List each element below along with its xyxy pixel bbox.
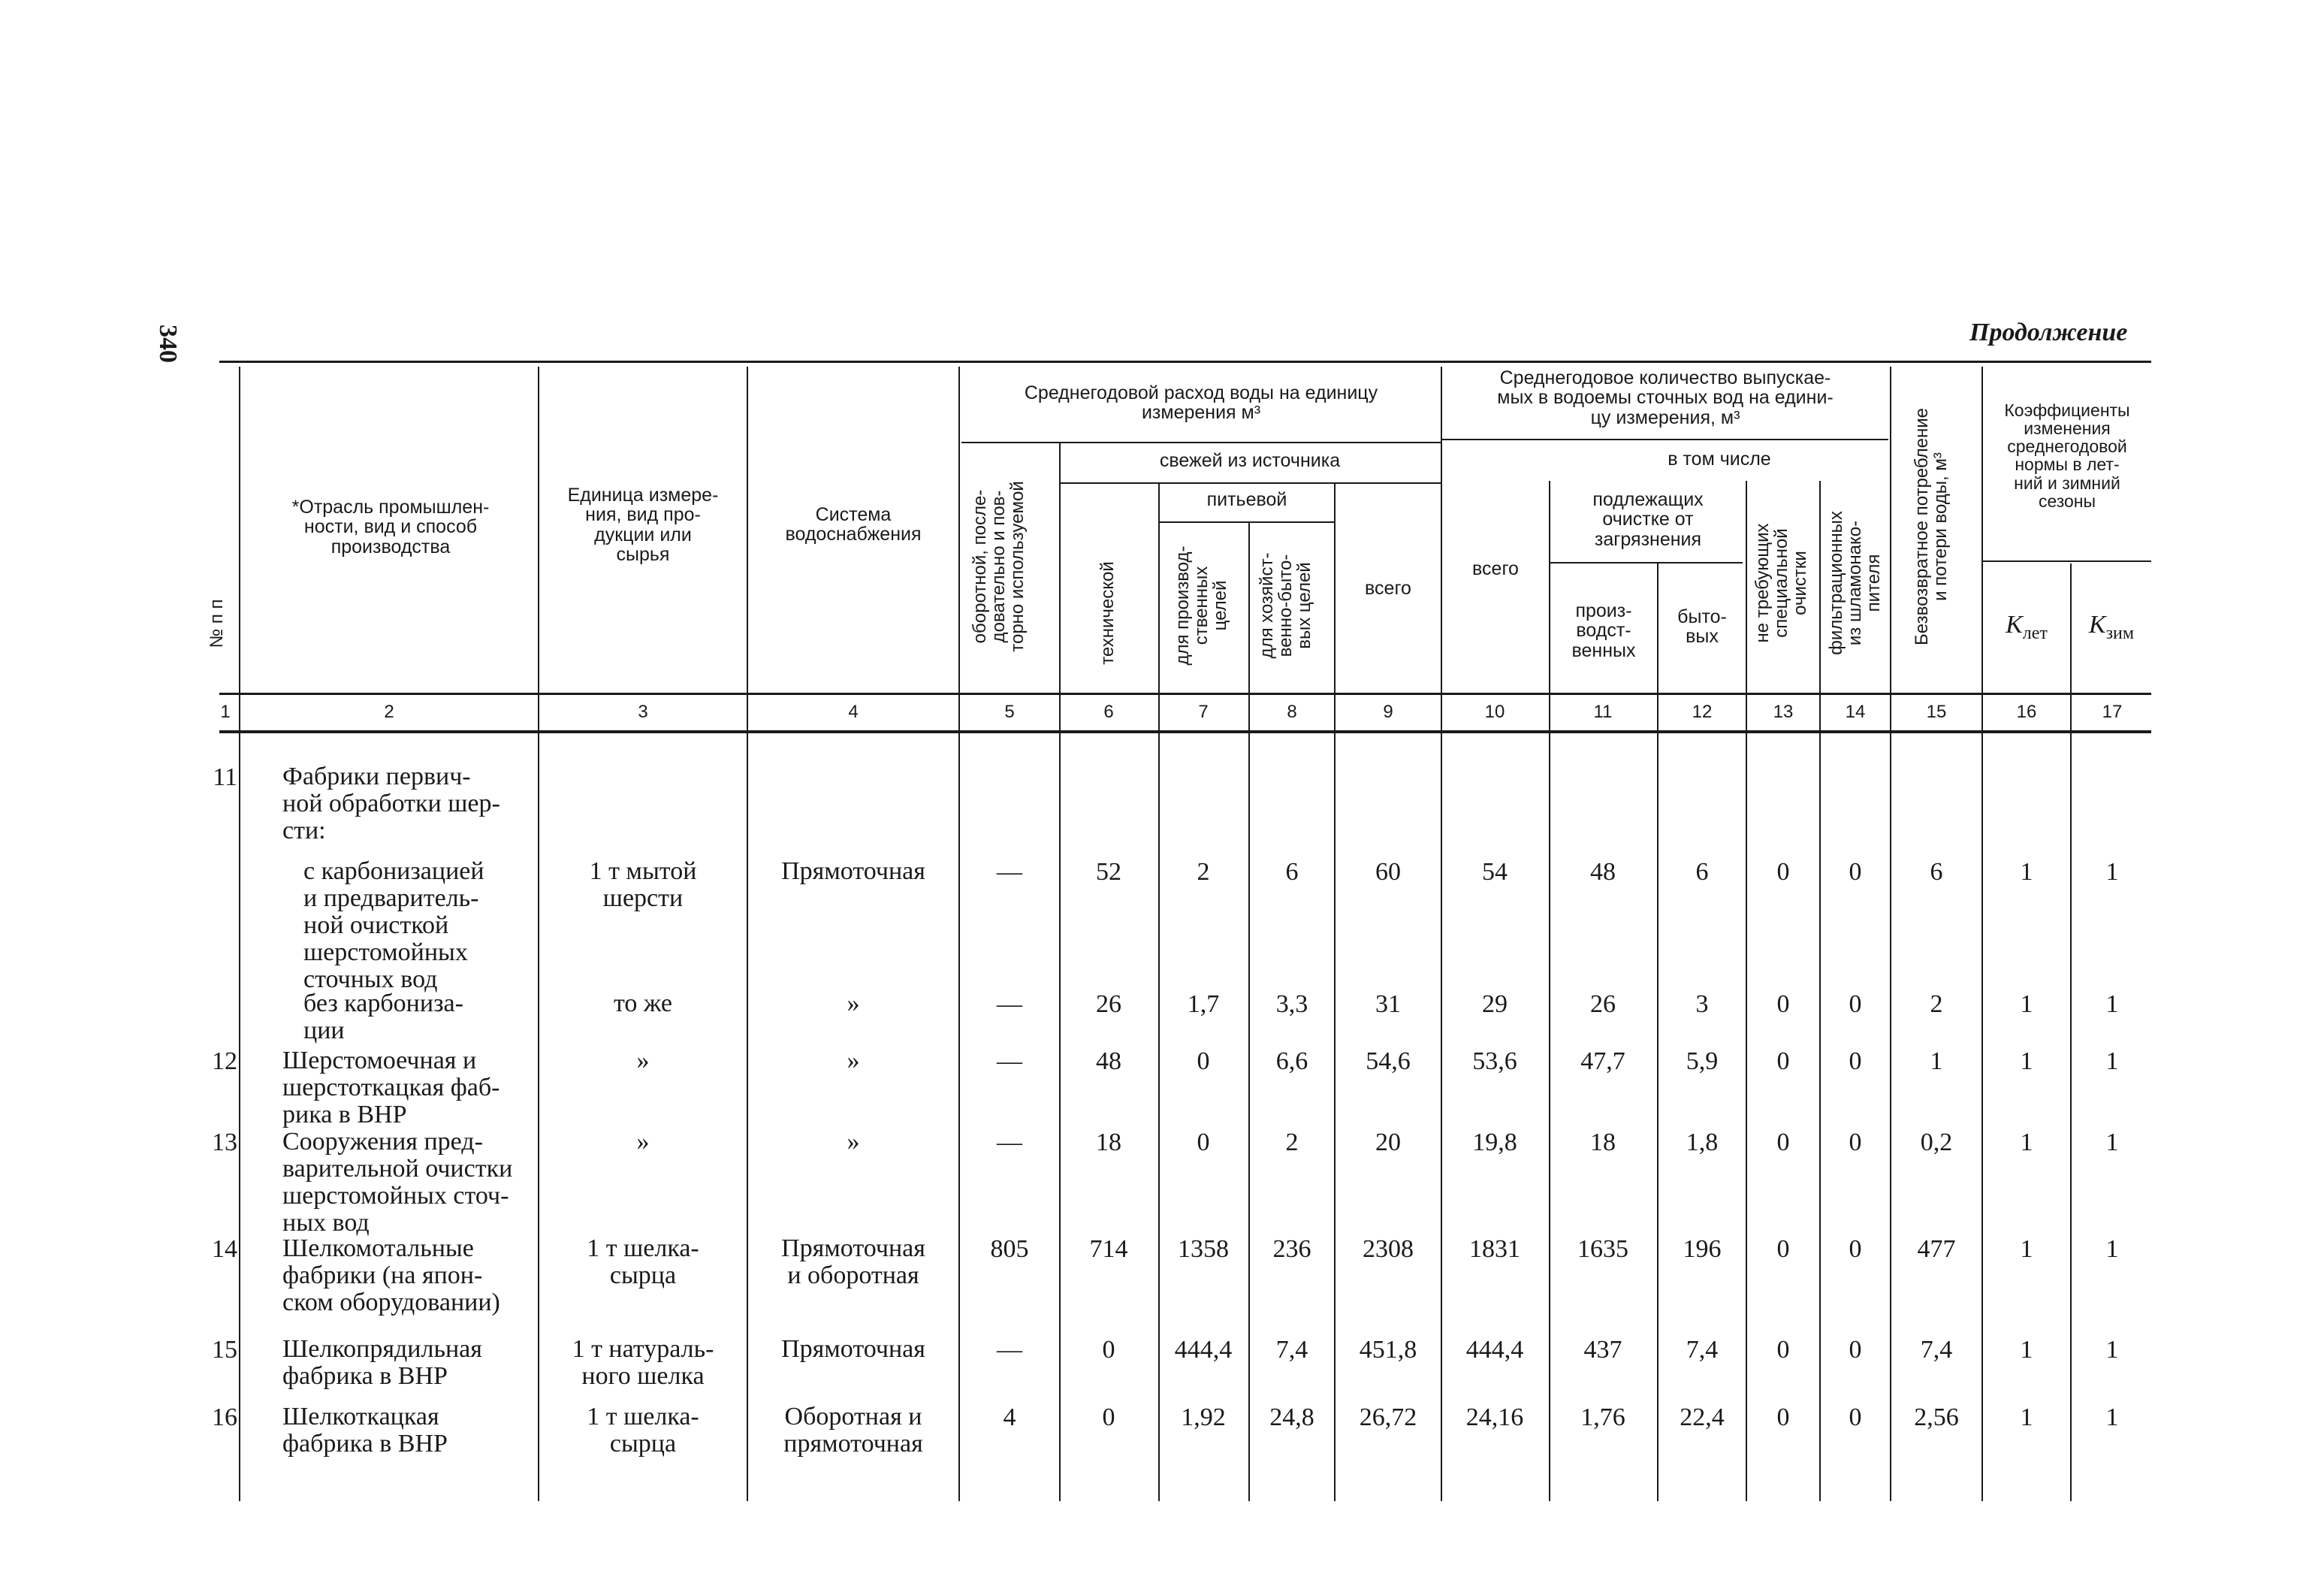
column-number-2: 2	[384, 702, 394, 722]
row-value-col15: 2	[1930, 990, 1943, 1018]
header-col5: оборотной, после- довательно и пов- торно используемой	[970, 481, 1028, 652]
row-value-col11: 437	[1583, 1336, 1622, 1364]
row-number: 15	[212, 1336, 237, 1364]
column-number-16: 16	[2016, 702, 2037, 722]
header-col7: для производ- ственных целей	[1173, 545, 1231, 666]
header-group-discharge: Среднегодовое количество выпускае- мых в водоемы сточных вод на едини- цу измерения, м³	[1497, 367, 1834, 428]
row-branch-name: Сооружения пред- варительной очистки шерстомойных сточ- ных вод	[282, 1128, 513, 1237]
header-col8: для хозяйст- венно-быто- вых целей	[1257, 552, 1315, 659]
page-number: 340	[154, 325, 182, 363]
row-value-col13: 0	[1776, 1235, 1790, 1263]
row-value-col6: 52	[1096, 858, 1121, 886]
row-branch-name: без карбониза- ции	[303, 989, 463, 1044]
header-fresh: свежей из источника	[1159, 450, 1341, 471]
column-number-12: 12	[1692, 702, 1713, 722]
row-value-col12: 7,4	[1686, 1336, 1719, 1364]
row-value-col10: 29	[1482, 990, 1508, 1018]
row-value-col15: 1	[1930, 1047, 1943, 1075]
column-number-11: 11	[1593, 702, 1613, 722]
row-water-system: »	[847, 1047, 860, 1074]
rule-discharge	[1442, 439, 1888, 440]
row-value-col16: 1	[2020, 858, 2033, 886]
header-coef: Коэффициенты изменения среднегодовой нормы в лет- ний и зимний сезоны	[2004, 400, 2130, 511]
row-value-col16: 1	[2020, 1128, 2033, 1156]
column-number-14: 14	[1845, 702, 1866, 722]
header-col3: Единица измере- ния, вид про- дукции или сырья	[567, 485, 719, 565]
row-value-col8: 2	[1285, 1128, 1299, 1156]
header-group-consumption: Среднегодовой расход воды на единицу измерения м³	[1024, 382, 1378, 424]
row-value-col7: 1,92	[1181, 1403, 1226, 1431]
row-value-col12: 6	[1695, 858, 1709, 886]
vline-2	[747, 367, 748, 1501]
row-value-col17: 1	[2105, 1128, 2119, 1156]
row-value-col11: 1,76	[1580, 1403, 1625, 1431]
row-branch-name: Шелкоткацкая фабрика в ВНР	[282, 1403, 448, 1458]
row-value-col7: 1,7	[1187, 990, 1220, 1018]
row-value-col10: 24,16	[1465, 1403, 1524, 1431]
row-value-col10: 54	[1482, 858, 1508, 886]
row-value-col6: 0	[1102, 1403, 1115, 1431]
header-col16-sub: лет	[2022, 623, 2048, 643]
row-value-col9: 31	[1375, 990, 1401, 1018]
vline-9	[1549, 481, 1550, 1501]
row-value-col15: 6	[1930, 858, 1943, 886]
rule-coef	[1983, 560, 2151, 562]
row-value-col13: 0	[1776, 858, 1790, 886]
header-potable: питьевой	[1206, 489, 1287, 510]
row-unit: 1 т мытой шерсти	[589, 857, 697, 912]
column-number-15: 15	[1926, 702, 1947, 722]
row-value-col12: 5,9	[1686, 1047, 1719, 1075]
row-water-system: »	[847, 989, 860, 1017]
row-value-col7: 2	[1197, 858, 1210, 886]
row-value-col10: 444,4	[1465, 1336, 1524, 1364]
row-value-col5: 805	[990, 1235, 1029, 1263]
row-value-col6: 26	[1096, 990, 1121, 1018]
row-value-col15: 477	[1917, 1235, 1956, 1263]
row-value-col5: —	[997, 1336, 1022, 1364]
header-col10: всего	[1472, 558, 1519, 579]
row-value-col8: 24,8	[1269, 1403, 1314, 1431]
row-water-system: Прямоточная	[781, 857, 925, 885]
row-value-col9: 54,6	[1366, 1047, 1411, 1075]
row-value-col6: 714	[1089, 1235, 1128, 1263]
row-value-col16: 1	[2020, 1403, 2033, 1431]
column-number-13: 13	[1773, 702, 1794, 722]
header-col9: всего	[1365, 578, 1411, 599]
row-value-col13: 0	[1776, 1128, 1790, 1156]
vline-1	[538, 367, 539, 1501]
row-value-col14: 0	[1849, 1336, 1862, 1364]
rule-fresh	[1061, 482, 1441, 484]
row-number: 14	[212, 1235, 237, 1263]
row-value-col11: 48	[1590, 858, 1616, 886]
vline-0	[239, 367, 240, 1501]
rule-consumption	[961, 442, 1441, 443]
row-value-col6: 18	[1096, 1128, 1121, 1156]
row-value-col5: —	[997, 858, 1022, 886]
row-water-system: Прямоточная	[781, 1335, 925, 1363]
row-unit: »	[636, 1128, 650, 1156]
continuation-label: Продолжение	[1969, 319, 2128, 346]
row-value-col14: 0	[1849, 1128, 1862, 1156]
header-including: в том числе	[1668, 449, 1771, 470]
row-branch-name: Фабрики первич- ной обработки шер- сти:	[282, 763, 500, 844]
row-value-col9: 2308	[1363, 1235, 1414, 1263]
row-value-col17: 1	[2105, 1336, 2119, 1364]
column-number-17: 17	[2102, 702, 2123, 722]
row-value-col17: 1	[2105, 1235, 2119, 1263]
row-value-col14: 0	[1849, 1047, 1862, 1075]
row-branch-name: с карбонизацией и предваритель- ной очисткой шерстомойных сточных вод	[303, 857, 484, 993]
row-branch-name: Шерстомоечная и шерстоткацкая фаб- рика в ВНР	[282, 1047, 500, 1128]
header-to-clean: подлежащих очистке от загрязнения	[1592, 489, 1704, 550]
row-value-col15: 0,2	[1920, 1128, 1953, 1156]
row-value-col15: 7,4	[1920, 1336, 1953, 1364]
row-value-col6: 48	[1096, 1047, 1121, 1075]
row-value-col11: 26	[1590, 990, 1616, 1018]
column-number-6: 6	[1103, 702, 1114, 722]
header-col12: быто- вых	[1677, 606, 1727, 648]
row-value-col16: 1	[2020, 1047, 2033, 1075]
row-value-col17: 1	[2105, 1047, 2119, 1075]
row-value-col9: 26,72	[1359, 1403, 1417, 1431]
vline-8	[1441, 367, 1442, 1501]
row-value-col10: 53,6	[1472, 1047, 1517, 1075]
row-value-col12: 196	[1683, 1235, 1722, 1263]
row-value-col10: 19,8	[1472, 1128, 1517, 1156]
row-value-col11: 1635	[1577, 1235, 1628, 1263]
header-col16-k: K	[2006, 611, 2023, 639]
row-value-col9: 60	[1375, 858, 1401, 886]
row-number: 16	[212, 1403, 237, 1431]
row-value-col7: 0	[1197, 1128, 1210, 1156]
row-value-col8: 236	[1272, 1235, 1311, 1263]
vline-4	[1059, 443, 1061, 1501]
header-col11: произ- водст- венных	[1571, 600, 1636, 661]
column-number-7: 7	[1198, 702, 1209, 722]
row-water-system: Прямоточная и оборотная	[781, 1234, 925, 1289]
column-number-3: 3	[638, 702, 648, 722]
header-col17-sub: зим	[2105, 623, 2135, 643]
rule-potable	[1160, 521, 1334, 523]
row-value-col13: 0	[1776, 1336, 1790, 1364]
row-value-col11: 18	[1590, 1128, 1616, 1156]
row-branch-name: Шелкомотальные фабрики (на япон- ском оборудовании)	[282, 1234, 500, 1316]
rule-tocleanbottom	[1550, 562, 1743, 563]
header-col16	[1983, 612, 2070, 643]
row-number: 11	[213, 763, 237, 791]
row-value-col15: 2,56	[1914, 1403, 1959, 1431]
row-value-col13: 0	[1776, 990, 1790, 1018]
vline-13	[1890, 367, 1891, 1501]
row-value-col5: —	[997, 990, 1022, 1018]
row-value-col12: 3	[1695, 990, 1709, 1018]
row-unit: »	[636, 1047, 650, 1074]
header-col6: технической	[1097, 561, 1118, 665]
row-value-col8: 7,4	[1275, 1336, 1308, 1364]
row-value-col8: 3,3	[1275, 990, 1308, 1018]
row-number: 13	[212, 1128, 237, 1156]
column-number-4: 4	[848, 702, 859, 722]
header-col17-k: K	[2088, 611, 2106, 639]
row-value-col16: 1	[2020, 990, 2033, 1018]
row-value-col5: 4	[1003, 1403, 1016, 1431]
row-value-col14: 0	[1849, 858, 1862, 886]
header-bottom-rule	[219, 693, 2151, 695]
row-value-col7: 1358	[1178, 1235, 1229, 1263]
row-unit: 1 т шелка- сырца	[587, 1234, 699, 1289]
row-value-col12: 1,8	[1686, 1128, 1719, 1156]
column-number-10: 10	[1484, 702, 1505, 722]
row-value-col5: —	[997, 1128, 1022, 1156]
row-water-system: Оборотная и прямоточная	[783, 1403, 923, 1458]
row-value-col7: 0	[1197, 1047, 1210, 1075]
row-water-system: »	[847, 1128, 860, 1156]
row-unit: 1 т натураль- ного шелка	[572, 1335, 714, 1390]
row-value-col14: 0	[1849, 1235, 1862, 1263]
header-col1: № п п	[207, 599, 227, 648]
row-value-col17: 1	[2105, 1403, 2119, 1431]
row-value-col14: 0	[1849, 990, 1862, 1018]
row-number: 12	[212, 1047, 237, 1075]
header-col13: не требующих специальной очистки	[1752, 523, 1811, 643]
header-col2: *Отрасль промышлен- ности, вид и способ производства	[291, 497, 490, 557]
row-value-col16: 1	[2020, 1235, 2033, 1263]
row-value-col14: 0	[1849, 1403, 1862, 1431]
row-value-col9: 451,8	[1359, 1336, 1417, 1364]
column-number-8: 8	[1287, 702, 1297, 722]
vline-3	[958, 367, 960, 1501]
row-value-col17: 1	[2105, 990, 2119, 1018]
row-value-col10: 1831	[1469, 1235, 1520, 1263]
row-value-col13: 0	[1776, 1403, 1790, 1431]
column-number-1: 1	[220, 702, 231, 722]
column-number-5: 5	[1004, 702, 1015, 722]
row-value-col16: 1	[2020, 1336, 2033, 1364]
row-value-col13: 0	[1776, 1047, 1790, 1075]
row-value-col11: 47,7	[1580, 1047, 1625, 1075]
header-col17	[2072, 612, 2151, 643]
row-branch-name: Шелкопрядильная фабрика в ВНР	[282, 1335, 482, 1390]
row-value-col5: —	[997, 1047, 1022, 1075]
row-value-col8: 6	[1285, 858, 1299, 886]
row-value-col17: 1	[2105, 858, 2119, 886]
column-number-9: 9	[1383, 702, 1393, 722]
vline-14	[1981, 367, 1983, 1501]
header-col14: фильтрационных из шламонако- пителя	[1826, 511, 1885, 655]
row-value-col6: 0	[1102, 1336, 1115, 1364]
row-value-col8: 6,6	[1275, 1047, 1308, 1075]
row-value-col12: 22,4	[1680, 1403, 1725, 1431]
table-top-rule	[219, 361, 2151, 363]
row-unit: 1 т шелка- сырца	[587, 1403, 699, 1458]
row-value-col9: 20	[1375, 1128, 1401, 1156]
header-col15: Безвозвратное потребление и потери воды, м³	[1912, 408, 1951, 645]
header-col4: Система водоснабжения	[785, 504, 922, 545]
colnum-bottom-rule	[219, 730, 2151, 733]
row-value-col7: 444,4	[1174, 1336, 1233, 1364]
row-unit: то же	[613, 989, 673, 1017]
